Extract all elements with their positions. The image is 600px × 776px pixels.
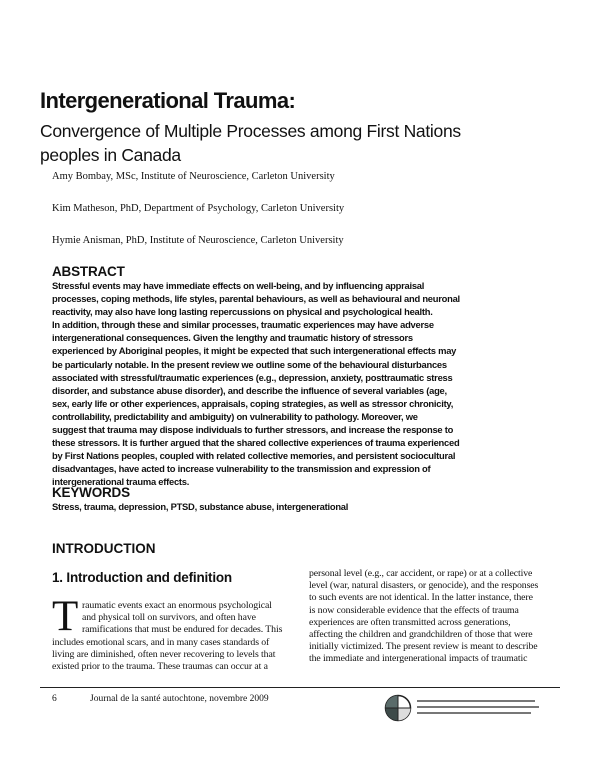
text-line: existed prior to the trauma. These traumas can occur at a [52, 661, 268, 673]
text-line: raumatic events exact an enormous psychological [82, 600, 272, 611]
text-line: ramifications that must be endured for decades. This [82, 624, 283, 636]
drop-cap: T [52, 593, 79, 640]
page-subtitle: Convergence of Multiple Processes among First Nations peoples in Canada [40, 121, 461, 165]
text-line: associated with stressful/traumatic experiences (e.g., depression, anxiety, posttraumatic stress [52, 371, 453, 383]
text-line: affecting the children and grandchildren of those that were [309, 629, 533, 641]
text-line: reactivity, may also have long lasting repercussions on physical and psychological health. [52, 306, 433, 318]
keywords-heading: KEYWORDS [52, 485, 130, 500]
text-line: living are diminished, often never recovering to levels that [52, 648, 276, 660]
page-title: Intergenerational Trauma: [40, 88, 296, 113]
text-line: processes, coping methods, life styles, parental behaviours, as well as behavioural and neuronal [52, 293, 460, 305]
circle-logo-icon [383, 694, 543, 722]
journal-name: Journal de la santé autochtone, novembre 2009 [90, 694, 269, 704]
text-line: by First Nations peoples, coupled with related collective memories, and persistent sociocultural [52, 450, 456, 462]
text-line: disadvantages, have acted to increase vulnerability to the transmission and expression of [52, 463, 431, 475]
footer [52, 694, 269, 704]
text-line: and physical toll on survivors, and often have [82, 612, 256, 624]
author-1: Amy Bombay, MSc, Institute of Neuroscience, Carleton University [52, 171, 335, 182]
text-line: initially victimized. The present review is meant to describe [309, 641, 538, 653]
abstract-body [52, 279, 460, 489]
text-line: sex, early life or other experiences, appraisals, coping strategies, as well as stressor chronicity, [52, 397, 454, 409]
text-line: these stressors. It is further argued that the shared collective experiences of trauma experienced [52, 437, 460, 449]
text-line: experiences are often transmitted across generations, [309, 616, 511, 628]
text-line: the immediate and intergenerational impacts of traumatic [309, 653, 528, 665]
page-number: 6 [52, 694, 57, 704]
introduction-heading: INTRODUCTION [52, 541, 156, 556]
text-line: personal level (e.g., car accident, or rape) or at a collective [309, 568, 533, 579]
text-line: to such events are not identical. In the latter instance, there [309, 592, 533, 604]
abstract-heading: ABSTRACT [52, 264, 125, 279]
text-line: intergenerational consequences. Given the lengthy and traumatic history of stressors [52, 332, 413, 344]
body-column-1 [52, 600, 282, 673]
section-title: 1. Introduction and definition [52, 570, 232, 585]
text-line: Stressful events may have immediate effects on well-being, and by influencing appraisal [52, 280, 425, 291]
text-line: In addition, through these and similar processes, traumatic experiences may have adverse [52, 319, 434, 331]
author-3: Hymie Anisman, PhD, Institute of Neuroscience, Carleton University [52, 235, 344, 246]
text-line: controllability, predictability and ambiguity) on vulnerability to pathology. Moreover, we [52, 410, 418, 422]
text-line: includes emotional scars, and in many cases standards of [52, 636, 270, 648]
text-line: be particularly notable. In the present review we outline some of the behavioural disturbances [52, 358, 447, 370]
text-line: intergenerational trauma effects. [52, 476, 190, 488]
footer-rule [40, 687, 560, 688]
text-line: is now considerable evidence that the effects of trauma [309, 604, 519, 616]
text-line: suggest that trauma may dispose individuals to further stressors, and increase the response to [52, 424, 454, 436]
text-line: experienced by Aboriginal peoples, it might be expected that such intergenerational effects may [52, 345, 457, 357]
keywords-text: Stress, trauma, depression, PTSD, substance abuse, intergenerational [52, 501, 349, 512]
text-line: level (war, natural disasters, or genocide), and the responses [309, 580, 539, 592]
body-column-2 [309, 568, 538, 666]
author-2: Kim Matheson, PhD, Department of Psychology, Carleton University [52, 203, 345, 214]
text-line: disorder, and substance abuse disorder), and describe the influence of several variables (age, [52, 384, 447, 396]
journal-logo [383, 694, 543, 722]
